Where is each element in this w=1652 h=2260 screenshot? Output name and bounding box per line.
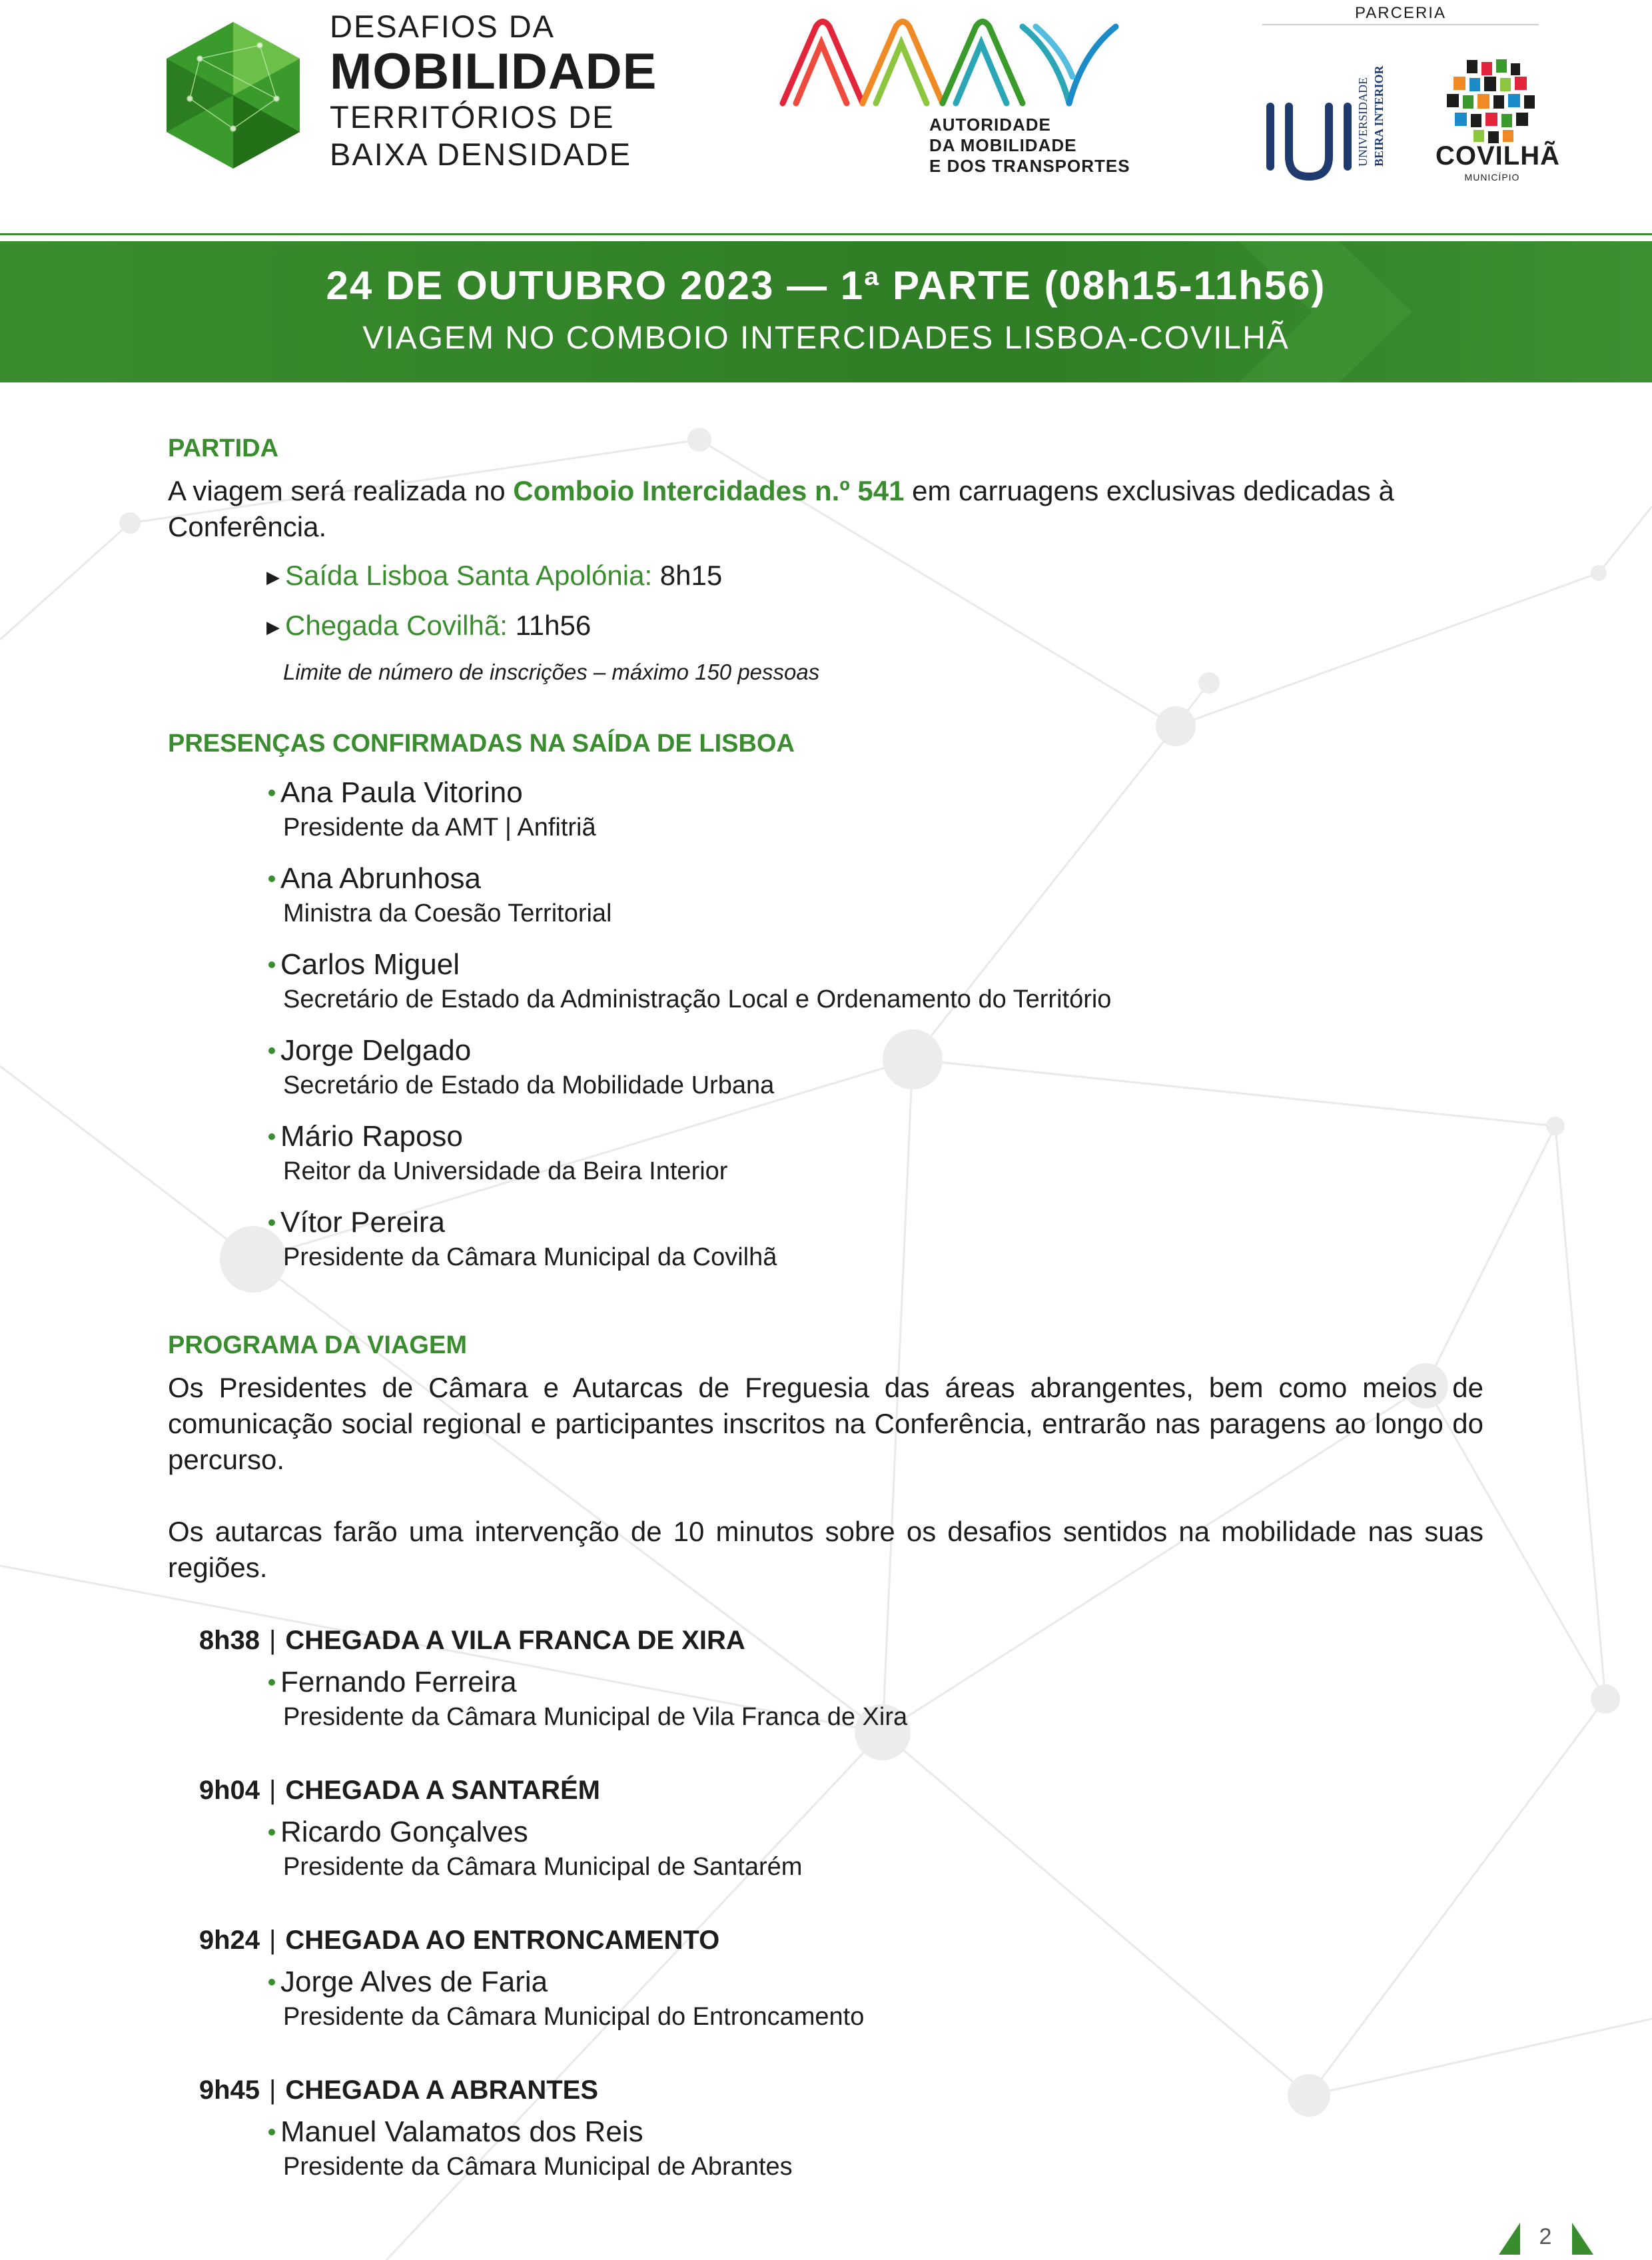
stop-separator: | xyxy=(269,1926,276,1955)
stop-place: CHEGADA A VILA FRANCA DE XIRA xyxy=(285,1626,745,1655)
person-name: Jorge Delgado xyxy=(280,1034,472,1067)
departure-paragraph xyxy=(168,473,1483,545)
ubi-wordmark-line-2: BEIRA INTERIOR xyxy=(1372,65,1386,167)
person-role: Reitor da Universidade da Beira Interior xyxy=(283,1157,728,1185)
stop-heading xyxy=(185,2075,598,2105)
banner-title: 24 DE OUTUBRO 2023 — 1ª PARTE (08h15-11h56) xyxy=(326,263,1326,308)
speaker-role: Presidente da Câmara Municipal de Abrantes xyxy=(283,2153,793,2181)
arrival-time-label: Chegada Covilhã: xyxy=(285,610,508,641)
stop-place: CHEGADA A SANTARÉM xyxy=(285,1776,600,1805)
person-role: Presidente da Câmara Municipal da Covilhã xyxy=(283,1243,777,1271)
registration-limit-note: Limite de número de inscrições – máximo 150 pessoas xyxy=(283,660,820,684)
confirmed-person xyxy=(268,1120,727,1186)
person-name: Ana Abrunhosa xyxy=(280,862,481,895)
departure-time-label: Saída Lisboa Santa Apolónia: xyxy=(285,560,653,591)
bullet-dot-icon xyxy=(268,790,275,796)
stop-speaker xyxy=(268,2115,793,2181)
ubi-wordmark-line-1: UNIVERSIDADE xyxy=(1356,77,1370,167)
brand-line-2: MOBILIDADE xyxy=(330,43,657,100)
page-number: 2 xyxy=(1539,2224,1552,2249)
speaker-name: Jorge Alves de Faria xyxy=(280,1966,548,1998)
arrival-time-row xyxy=(266,610,591,642)
stop-time: 8h38 xyxy=(199,1626,260,1655)
bullet-dot-icon xyxy=(268,875,275,882)
stop-speaker xyxy=(268,1816,802,1882)
speaker-name: Ricardo Gonçalves xyxy=(280,1816,528,1848)
bullet-dot-icon xyxy=(268,961,275,968)
confirmed-heading: PRESENÇAS CONFIRMADAS NA SAÍDA DE LISBOA xyxy=(168,730,795,758)
person-role: Ministra da Coesão Territorial xyxy=(283,899,612,927)
brand-line-4: BAIXA DENSIDADE xyxy=(330,137,632,172)
person-role: Presidente da AMT | Anfitriã xyxy=(283,814,596,842)
brand-line-3: TERRITÓRIOS DE xyxy=(330,99,615,135)
footer-left-chevron-icon xyxy=(1499,2223,1520,2255)
stop-place: CHEGADA AO ENTRONCAMENTO xyxy=(285,1926,720,1955)
bullet-dot-icon xyxy=(268,1219,275,1226)
person-name: Mário Raposo xyxy=(280,1120,463,1153)
confirmed-person xyxy=(268,862,612,928)
train-number-highlight: Comboio Intercidades n.º 541 xyxy=(513,475,905,506)
stop-time: 9h45 xyxy=(199,2075,260,2105)
speaker-name: Manuel Valamatos dos Reis xyxy=(280,2115,643,2148)
confirmed-person xyxy=(268,1034,774,1100)
bullet-dot-icon xyxy=(268,2129,275,2135)
stop-heading xyxy=(185,1926,719,1956)
person-name: Vítor Pereira xyxy=(280,1206,445,1239)
arrival-time-value: 11h56 xyxy=(515,610,592,641)
departure-time-row xyxy=(266,560,722,592)
person-name: Ana Paula Vitorino xyxy=(280,776,523,809)
confirmed-person xyxy=(268,1206,777,1272)
program-paragraph-2: Os autarcas farão uma intervenção de 10 minutos sobre os desafios sentidos na mobilidade nas suas regiões. xyxy=(168,1516,1483,1583)
bullet-dot-icon xyxy=(268,1047,275,1054)
bullet-dot-icon xyxy=(268,1979,275,1985)
bullet-dot-icon xyxy=(268,1133,275,1140)
partner-label: PARCERIA xyxy=(1355,4,1446,22)
bullet-dot-icon xyxy=(268,1829,275,1836)
program-paragraph-1: Os Presidentes de Câmara e Autarcas de Freguesia das áreas abrangentes, bem como meios de comunicação social regional e participantes inscritos na Conferência, entrarão nas paragens ao longo do percurso. xyxy=(168,1372,1483,1475)
confirmed-person xyxy=(268,948,1111,1014)
triangle-bullet-icon: ▶ xyxy=(266,567,280,588)
bullet-dot-icon xyxy=(268,1679,275,1686)
stop-speaker xyxy=(268,1966,864,2031)
stop-heading xyxy=(185,1776,600,1806)
banner-subtitle: VIAGEM NO COMBOIO INTERCIDADES LISBOA-COVILHÃ xyxy=(362,320,1290,356)
speaker-role: Presidente da Câmara Municipal do Entroncamento xyxy=(283,2003,865,2031)
covilha-subtitle: MUNICÍPIO xyxy=(1464,172,1520,183)
person-role: Secretário de Estado da Mobilidade Urbana xyxy=(283,1071,775,1099)
stop-place: CHEGADA A ABRANTES xyxy=(285,2075,599,2105)
person-role: Secretário de Estado da Administração Local e Ordenamento do Território xyxy=(283,985,1112,1013)
stop-time: 9h24 xyxy=(199,1926,260,1955)
program-heading: PROGRAMA DA VIAGEM xyxy=(168,1331,467,1359)
amt-line-1: AUTORIDADE xyxy=(929,115,1051,135)
stop-heading xyxy=(185,1626,745,1656)
speaker-role: Presidente da Câmara Municipal de Vila Franca de Xira xyxy=(283,1703,908,1731)
covilha-wordmark: COVILHÃ xyxy=(1436,141,1560,171)
confirmed-person xyxy=(268,776,596,842)
speaker-role: Presidente da Câmara Municipal de Santarém xyxy=(283,1853,803,1881)
stop-separator: | xyxy=(269,1776,276,1805)
amt-line-2: DA MOBILIDADE xyxy=(929,135,1077,155)
speaker-name: Fernando Ferreira xyxy=(280,1666,517,1698)
footer-right-chevron-icon xyxy=(1572,2223,1593,2255)
departure-text-after: em carruagens exclusivas dedicadas à Conferência. xyxy=(168,475,1394,542)
person-name: Carlos Miguel xyxy=(280,948,460,981)
brand-line-1: DESAFIOS DA xyxy=(330,9,556,44)
departure-text-before: A viagem será realizada no xyxy=(168,475,514,506)
amt-line-3: E DOS TRANSPORTES xyxy=(929,156,1130,176)
stop-time: 9h04 xyxy=(199,1776,260,1805)
stop-separator: | xyxy=(269,2075,276,2105)
departure-heading: PARTIDA xyxy=(168,434,279,462)
stop-speaker xyxy=(268,1666,907,1732)
stop-separator: | xyxy=(269,1626,276,1655)
departure-time-value: 8h15 xyxy=(659,560,723,591)
triangle-bullet-icon: ▶ xyxy=(266,617,280,638)
